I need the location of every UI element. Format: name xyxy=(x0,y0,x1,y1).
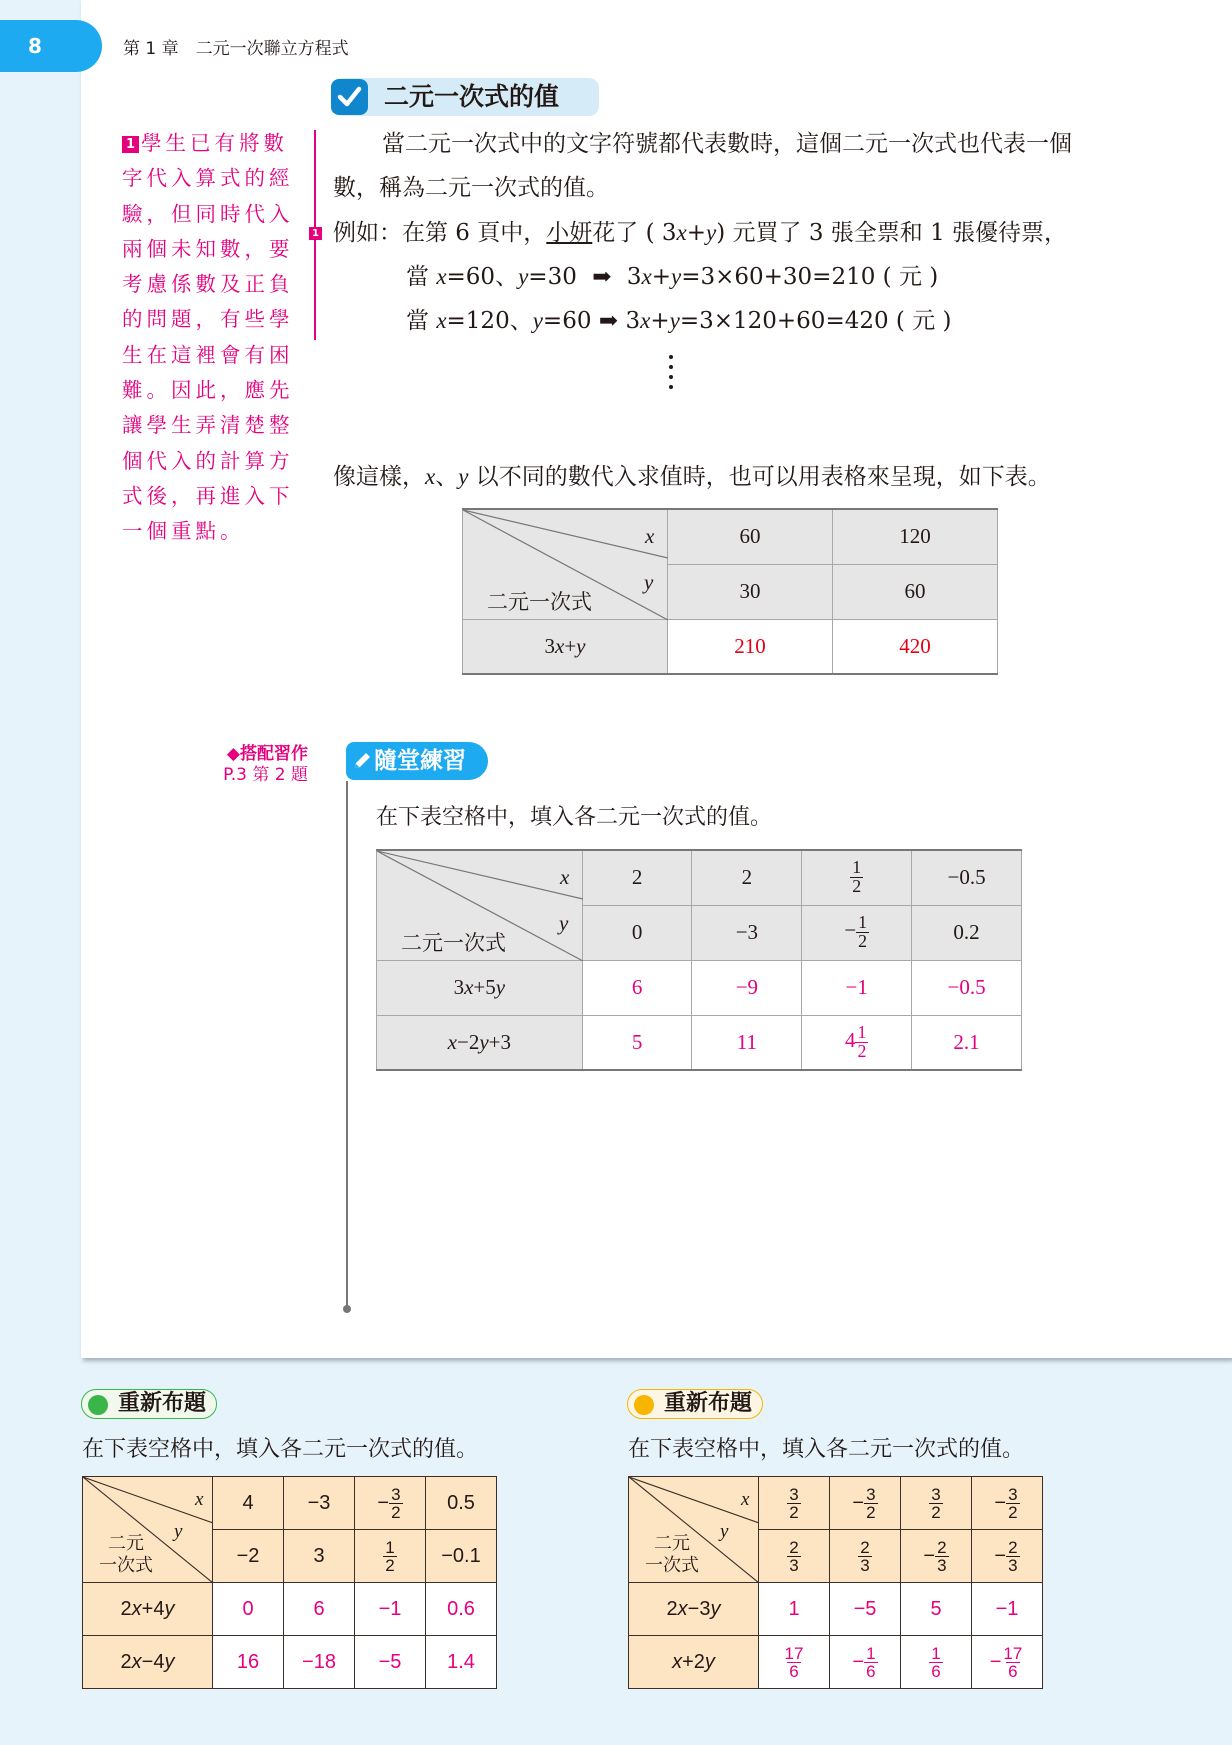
sidenote-line: 驗，但同時代入 xyxy=(122,201,294,226)
page-number: 8 xyxy=(0,20,102,72)
sidenote-line: 字代入算式的經 xyxy=(122,166,294,191)
table-cell: 2 xyxy=(692,850,802,905)
answer-cell: 2.1 xyxy=(912,1015,1022,1070)
table-corner-cell: x y 二元 一次式 xyxy=(629,1477,759,1583)
sidenote-line: 的問題，有些學 xyxy=(122,307,294,332)
answer-cell: −9 xyxy=(692,960,802,1015)
answer-cell: −1 xyxy=(802,960,912,1015)
checkmark-icon xyxy=(331,79,368,115)
redo-left-table xyxy=(82,1476,497,1689)
table-cell: 0.5 xyxy=(426,1477,497,1530)
answer-cell: 0 xyxy=(213,1583,284,1636)
answer-cell: 6 xyxy=(284,1583,355,1636)
table-cell: 4 xyxy=(213,1477,284,1530)
answer-cell: 11 xyxy=(692,1015,802,1070)
fraction-cell: $\frac{1}{2}$ xyxy=(355,1530,426,1583)
practice-badge: 隨堂練習 xyxy=(346,742,488,780)
fraction-cell: $\frac{1}{2}$ xyxy=(802,850,912,905)
table-expr-cell: 3x+y xyxy=(463,619,668,674)
chapter-header: 第 1 章 二元一次聯立方程式 xyxy=(123,39,349,59)
value-table-example xyxy=(462,508,998,675)
redo-right-instruction: 在下表空格中，填入各二元一次式的值。 xyxy=(628,1437,1025,1462)
green-dot-icon xyxy=(88,1395,108,1415)
answer-cell: −5 xyxy=(830,1583,901,1636)
table-cell: −0.1 xyxy=(426,1530,497,1583)
table-cell: 0 xyxy=(582,905,692,960)
teacher-sidenote xyxy=(122,126,298,550)
redo-badge-left: 重新布題 xyxy=(81,1389,217,1419)
table-cell: −2 xyxy=(213,1530,284,1583)
sidenote-line: 兩個未知數，要 xyxy=(122,236,294,261)
answer-cell: −18 xyxy=(284,1636,355,1689)
workbook-reference: ◆搭配習作 P.3 第 2 題 xyxy=(223,744,308,785)
answer-cell: 1.4 xyxy=(426,1636,497,1689)
table-expr-cell: 2x−4y xyxy=(83,1636,213,1689)
table-cell: 3 xyxy=(284,1530,355,1583)
answer-cell: 4 $\frac{1}{2}$ xyxy=(802,1015,912,1070)
pencil-icon xyxy=(352,750,372,776)
table-expr-cell: 2x−3y xyxy=(629,1583,759,1636)
vertical-ellipsis xyxy=(669,355,675,395)
answer-cell: − $\frac{17}{6}$ xyxy=(972,1636,1043,1689)
sidenote-line: 一個重點。 xyxy=(122,519,245,544)
arrow-right-icon: ➡ xyxy=(598,308,619,334)
sidenote-line: 個代入的計算方 xyxy=(122,448,294,473)
table-cell: 420 xyxy=(833,619,998,674)
answer-cell: $\frac{1}{6}$ xyxy=(901,1636,972,1689)
practice-instruction: 在下表空格中，填入各二元一次式的值。 xyxy=(376,805,773,830)
fraction-cell: $\frac{3}{2}$ xyxy=(901,1477,972,1530)
table-cell: 60 xyxy=(668,509,833,564)
answer-cell: −1 xyxy=(972,1583,1043,1636)
redo-left-instruction: 在下表空格中，填入各二元一次式的值。 xyxy=(82,1437,479,1462)
fraction-cell: $\frac{2}{3}$ xyxy=(830,1530,901,1583)
sidenote-line: 學生已有將數 xyxy=(141,131,288,155)
arrow-right-icon: ➡ xyxy=(592,264,612,290)
table-expr-cell: 2x+4y xyxy=(83,1583,213,1636)
fraction-cell: − $\frac{2}{3}$ xyxy=(972,1530,1043,1583)
sidenote-line: 生在這裡會有困 xyxy=(122,342,294,367)
fraction-cell: $\frac{3}{2}$ xyxy=(759,1477,830,1530)
fraction-cell: − $\frac{3}{2}$ xyxy=(355,1477,426,1530)
answer-cell: 5 xyxy=(582,1015,692,1070)
summary-text: 像這樣，x、y 以不同的數代入求值時，也可以用表格來呈現，如下表。 xyxy=(333,464,1051,490)
practice-guide-line xyxy=(346,781,348,1308)
practice-guide-end xyxy=(343,1305,351,1313)
table-cell: 2 xyxy=(582,850,692,905)
fraction-cell: $\frac{2}{3}$ xyxy=(759,1530,830,1583)
answer-cell: 0.6 xyxy=(426,1583,497,1636)
table-cell: −3 xyxy=(692,905,802,960)
table-cell: −3 xyxy=(284,1477,355,1530)
table-cell: 120 xyxy=(833,509,998,564)
table-cell: 0.2 xyxy=(912,905,1022,960)
answer-cell: 6 xyxy=(582,960,692,1015)
sidenote-line: 式後，再進入下 xyxy=(122,483,294,508)
fraction-cell: − $\frac{2}{3}$ xyxy=(901,1530,972,1583)
table-cell: 60 xyxy=(833,564,998,619)
example-case-2: 當 x=120、y=60 ➡ 3x+y=3×120+60=420 ( 元 ) xyxy=(406,308,952,334)
answer-cell: − $\frac{1}{6}$ xyxy=(830,1636,901,1689)
sidenote-line: 讓學生弄清楚整 xyxy=(122,413,294,438)
table-cell: 30 xyxy=(668,564,833,619)
note-marker: 1 xyxy=(309,227,322,240)
answer-cell: 16 xyxy=(213,1636,284,1689)
intro-text-line2: 數，稱為二元一次式的值。 xyxy=(333,175,609,201)
fraction-cell: − $\frac{3}{2}$ xyxy=(830,1477,901,1530)
table-corner-cell: x y 二元 一次式 xyxy=(83,1477,213,1583)
answer-cell: $\frac{17}{6}$ xyxy=(759,1636,830,1689)
note-badge: 1 xyxy=(122,136,139,153)
table-corner-cell: x y 二元一次式 xyxy=(377,850,583,960)
sidenote-line: 難。因此，應先 xyxy=(122,378,294,403)
intro-text-line1: 當二元一次式中的文字符號都代表數時，這個二元一次式也代表一個 xyxy=(382,131,1072,157)
redo-right-table xyxy=(628,1476,1043,1689)
table-expr-cell: x+2y xyxy=(629,1636,759,1689)
fraction-cell: − $\frac{1}{2}$ xyxy=(802,905,912,960)
table-corner-cell: x y 二元一次式 xyxy=(463,509,668,619)
orange-dot-icon xyxy=(634,1395,654,1415)
answer-cell: −1 xyxy=(355,1583,426,1636)
answer-cell: −0.5 xyxy=(912,960,1022,1015)
section-title: 二元一次式的值 xyxy=(384,82,560,111)
table-cell: −0.5 xyxy=(912,850,1022,905)
table-expr-cell: 3x+5y xyxy=(377,960,583,1015)
example-case-1: 當 x=60、y=30 ➡ 3x+y=3×60+30=210 ( 元 ) xyxy=(406,264,939,290)
table-cell: 210 xyxy=(668,619,833,674)
answer-cell: −5 xyxy=(355,1636,426,1689)
answer-cell: 1 xyxy=(759,1583,830,1636)
example-line: 例如：在第 6 頁中，小妍花了 ( 3x+y) 元買了 3 張全票和 1 張優待票， xyxy=(333,220,1068,246)
answer-cell: 5 xyxy=(901,1583,972,1636)
value-table-practice xyxy=(376,849,1022,1071)
table-expr-cell: x−2y+3 xyxy=(377,1015,583,1070)
fraction-cell: − $\frac{3}{2}$ xyxy=(972,1477,1043,1530)
sidenote-line: 考慮係數及正負 xyxy=(122,272,294,297)
redo-badge-right: 重新布題 xyxy=(627,1389,763,1419)
